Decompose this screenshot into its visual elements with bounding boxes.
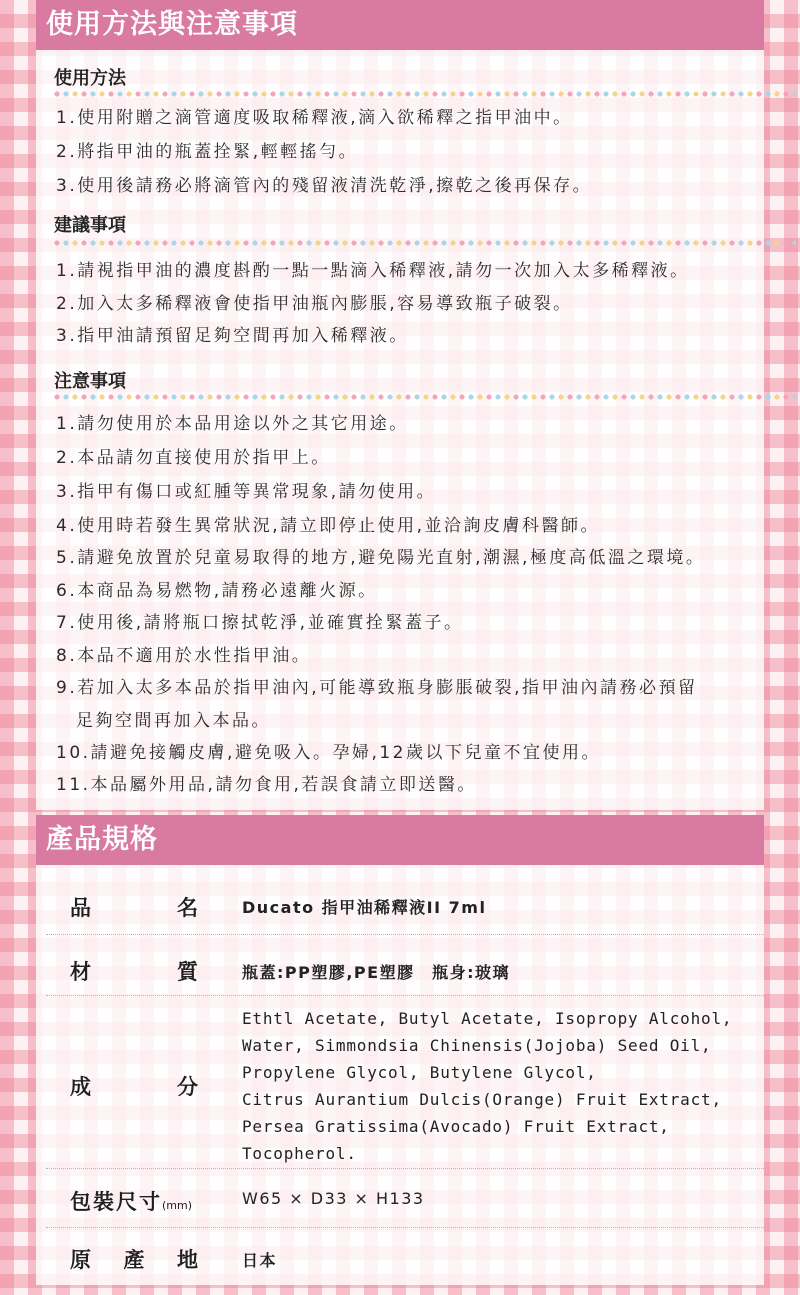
advice-item: 2.加入太多稀釋液會使指甲油瓶內膨脹,容易導致瓶子破裂。 xyxy=(56,294,573,314)
usage-panel xyxy=(36,0,764,810)
label-char: 質 xyxy=(177,960,200,984)
spec-label-material xyxy=(70,956,200,986)
method-item: 3.使用後請務必將滴管內的殘留液清洗乾淨,擦乾之後再保存。 xyxy=(56,176,593,196)
spec-panel xyxy=(36,815,764,1285)
caution-item: 4.使用時若發生異常狀況,請立即停止使用,並洽詢皮膚科醫師。 xyxy=(56,516,601,536)
advice-title: 建議事項 xyxy=(54,215,126,236)
spec-label-name xyxy=(70,892,200,922)
row-divider xyxy=(46,1168,764,1169)
ingredient-line: Tocopherol. xyxy=(242,1144,357,1163)
label-char: 地 xyxy=(177,1248,200,1272)
label-char: 名 xyxy=(177,896,200,920)
caution-item: 8.本品不適用於水性指甲油。 xyxy=(56,646,312,666)
dotted-divider xyxy=(54,91,796,97)
spec-label-ingredients xyxy=(70,1071,200,1101)
label-text: 包裝尺寸 xyxy=(70,1190,162,1214)
caution-title: 注意事項 xyxy=(54,371,126,392)
caution-item: 7.使用後,請將瓶口擦拭乾淨,並確實拴緊蓋子。 xyxy=(56,613,464,633)
label-unit: (mm) xyxy=(162,1199,193,1212)
method-item: 2.將指甲油的瓶蓋拴緊,輕輕搖勻。 xyxy=(56,142,359,162)
label-char: 成 xyxy=(70,1075,93,1099)
spec-label-size xyxy=(70,1186,230,1216)
caution-item: 10.請避免接觸皮膚,避免吸入。孕婦,12歲以下兒童不宜使用。 xyxy=(56,743,601,763)
caution-item: 9.若加入太多本品於指甲油內,可能導致瓶身膨脹破裂,指甲油內請務必預留 xyxy=(56,678,698,698)
dotted-divider xyxy=(54,394,796,400)
label-char: 分 xyxy=(177,1075,200,1099)
label-char: 品 xyxy=(70,896,93,920)
caution-item: 6.本商品為易燃物,請務必遠離火源。 xyxy=(56,581,378,601)
caution-item: 5.請避免放置於兒童易取得的地方,避免陽光直射,潮濕,極度高低溫之環境。 xyxy=(56,548,706,568)
dotted-divider xyxy=(54,240,796,246)
method-item: 1.使用附贈之滴管適度吸取稀釋液,滴入欲稀釋之指甲油中。 xyxy=(56,108,573,128)
ingredient-line: Propylene Glycol, Butylene Glycol, xyxy=(242,1063,597,1082)
spec-value-origin: 日本 xyxy=(242,1251,278,1270)
method-title: 使用方法 xyxy=(54,68,126,89)
caution-item: 11.本品屬外用品,請勿食用,若誤食請立即送醫。 xyxy=(56,775,477,795)
spec-banner-title: 產品規格 xyxy=(36,815,764,865)
usage-banner-title: 使用方法與注意事項 xyxy=(36,0,764,50)
ingredient-line: Ethtl Acetate, Butyl Acetate, Isopropy Alcohol, xyxy=(242,1009,733,1028)
caution-item-continuation: 足夠空間再加入本品。 xyxy=(76,711,271,731)
advice-item: 1.請視指甲油的濃度斟酌一點一點滴入稀釋液,請勿一次加入太多稀釋液。 xyxy=(56,261,690,281)
label-char: 原 xyxy=(70,1248,93,1272)
spec-value-size: W65 × D33 × H133 xyxy=(242,1189,425,1208)
row-divider xyxy=(46,1227,764,1228)
caution-item: 1.請勿使用於本品用途以外之其它用途。 xyxy=(56,414,409,434)
caution-item: 3.指甲有傷口或紅腫等異常現象,請勿使用。 xyxy=(56,482,437,502)
ingredient-line: Water, Simmondsia Chinensis(Jojoba) Seed Oil, xyxy=(242,1036,712,1055)
row-divider xyxy=(46,934,764,935)
ingredient-line: Persea Gratissima(Avocado) Fruit Extract, xyxy=(242,1117,670,1136)
spec-value-material: 瓶蓋:PP塑膠,PE塑膠 瓶身:玻璃 xyxy=(242,963,510,982)
row-divider xyxy=(46,995,764,996)
label-char: 材 xyxy=(70,960,93,984)
ingredient-line: Citrus Aurantium Dulcis(Orange) Fruit Extract, xyxy=(242,1090,722,1109)
spec-label-origin xyxy=(70,1244,200,1274)
spec-value-ingredients xyxy=(242,1005,732,1167)
spec-value-name: Ducato 指甲油稀釋液II 7ml xyxy=(242,898,487,917)
label-char: 產 xyxy=(123,1248,147,1272)
advice-item: 3.指甲油請預留足夠空間再加入稀釋液。 xyxy=(56,326,409,346)
caution-item: 2.本品請勿直接使用於指甲上。 xyxy=(56,448,331,468)
